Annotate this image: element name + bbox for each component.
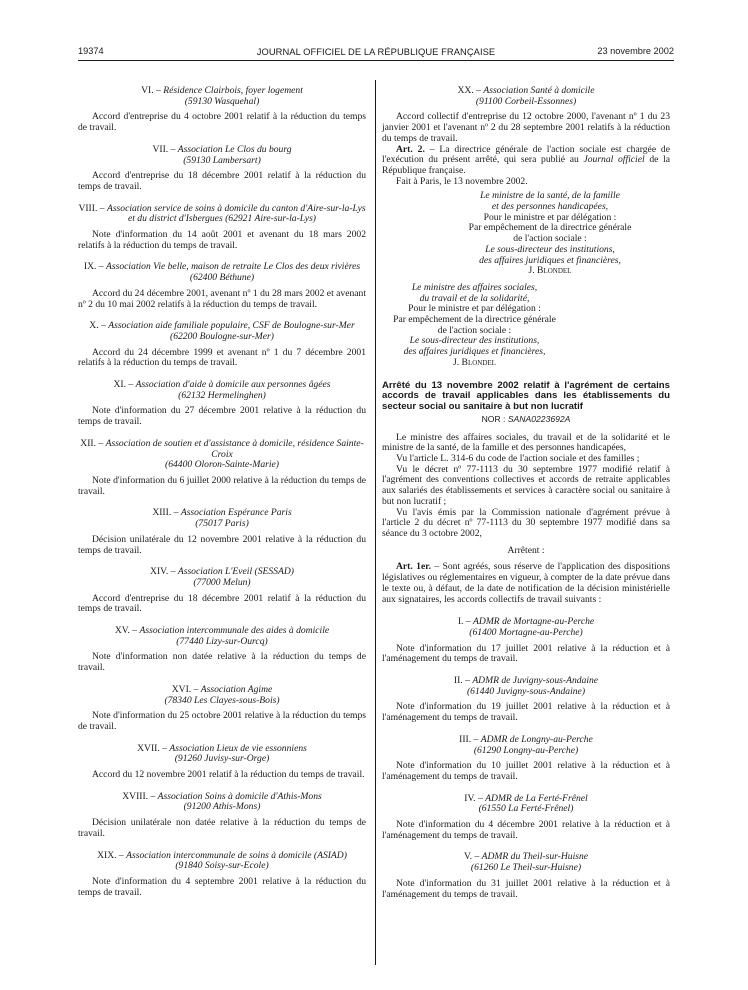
entry-text: Note d'information du 4 septembre 2001 relative à la réduction du temps de travail. xyxy=(78,875,366,898)
entry-xi xyxy=(78,380,366,428)
issue-date: 23 novembre 2002 xyxy=(597,46,674,56)
entry-title: I. – ADMR de Mortagne-au-Perche xyxy=(457,616,595,628)
preamble-4: Vu l'avis émis par la Commission nationale d'agrément prévue à l'article 2 du décret nº 77-1113 du 30 septembre 1977 modifié dans sa séance du 3 octobre 2002, xyxy=(382,506,670,539)
entry-place: (62132 Hermelinghen) xyxy=(178,389,266,401)
arrete-heading: Arrêté du 13 novembre 2002 relatif à l'agrément de certains accords de travail applicables dans les établissements du secteur social ou sanitaire à but non lucratif xyxy=(382,379,670,413)
entry-text: Décision unilatérale du 12 novembre 2001 relative à la réduction du temps de travail. xyxy=(78,533,366,556)
entry-text: Accord d'entreprise du 4 octobre 2001 relatif à la réduction du temps de travail. xyxy=(78,111,366,134)
entry-text: Note d'information du 6 juillet 2000 relative à la réduction du temps de travail. xyxy=(78,474,366,497)
entry-title: VII. – Association Le Clos du bourg xyxy=(152,143,292,155)
entry-viii xyxy=(78,204,366,252)
entry-xiii xyxy=(78,508,366,556)
entry-xv xyxy=(78,626,366,674)
arretent: Arrêtent : xyxy=(507,544,545,556)
entry-xix xyxy=(78,851,366,899)
page-number: 19374 xyxy=(78,46,104,56)
entry-title: XVI. – Association Agime xyxy=(171,683,273,695)
entry-xvi xyxy=(78,685,366,733)
entry-title: XX. – Association Santé à domicile xyxy=(457,85,595,96)
signature-block-2: Le ministre des affaires sociales, du travail et de la solidarité, Pour le ministre et par délégation : Par empêchement de la directrice générale de l'action sociale : Le sous-directeur des institutions, des affaires juridiques et financières, J. Blondel xyxy=(382,283,567,369)
entry-place: (61400 Mortagne-au-Perche) xyxy=(469,626,583,638)
entry-title: XII. – Association de soutien et d'assistance à domicile, résidence Sainte-Croix xyxy=(80,437,364,460)
entry-xii xyxy=(78,439,366,498)
entry-title: V. – ADMR du Theil-sur-Huisne xyxy=(463,851,589,863)
entry-xiv xyxy=(78,567,366,615)
signatory-name: J. Blondel xyxy=(528,265,572,277)
signed-date: Fait à Paris, le 13 novembre 2002. xyxy=(396,175,528,187)
left-column xyxy=(78,86,366,898)
entry-title: XV. – Association intercommunale des aides à domicile xyxy=(114,625,330,637)
entry-admr-iii xyxy=(382,735,670,783)
right-column xyxy=(382,86,670,900)
preamble-2: Vu l'article L. 314-6 du code de l'action sociale et des familles ; xyxy=(396,453,640,465)
nor-reference: NOR : SANA0223692A xyxy=(481,413,571,424)
entry-place: (59130 Lambersart) xyxy=(183,154,261,166)
entry-text: Note d'information du 4 décembre 2001 relative à la réduction et à l'aménagement du temps de travail. xyxy=(382,819,670,841)
entry-admr-i xyxy=(382,617,670,665)
entry-place: (61260 Le Theil-sur-Huisne) xyxy=(470,862,582,874)
entry-title: III. – ADMR de Longny-au-Perche xyxy=(459,733,593,745)
entry-place: (77000 Melun) xyxy=(193,576,251,588)
entry-text: Accord du 24 décembre 1999 et avenant nº 1 du 7 décembre 2001 relatifs à la réduction du temps de travail. xyxy=(78,346,366,369)
entry-text: Accord d'entreprise du 18 décembre 2001 relatif à la réduction du temps de travail. xyxy=(78,170,366,192)
preamble-3: Vu le décret nº 77-1113 du 30 septembre 1977 modifié relatif à l'agrément des conventions collectives et accords de retraite applicables aux salariés des établissements et services à caractère social ou sanitaire à but non lucratif ; xyxy=(382,463,670,507)
entry-title: IV. – ADMR de La Ferté-Frênel xyxy=(464,792,588,804)
entry-place: (91200 Athis-Mons) xyxy=(183,801,261,813)
entry-text: Note d'information non datée relative à la réduction du temps de travail. xyxy=(78,651,366,674)
entry-title: XVII. – Association Lieux de vie essonniens xyxy=(137,742,307,754)
entry-place: (77440 Lizy-sur-Ourcq) xyxy=(176,635,268,647)
entry-text: Accord du 12 novembre 2001 relatif à la réduction du temps de travail. xyxy=(92,769,365,781)
entry-place: (61290 Longny-au-Perche) xyxy=(473,744,579,756)
article-2: Art. 2. – La directrice générale de l'action sociale est chargée de l'exécution du présent arrêté, qui sera publié au Journal officiel de la République française. xyxy=(382,143,671,176)
column-divider xyxy=(375,80,376,965)
entry-place: (62200 Boulogne-sur-Mer) xyxy=(170,330,274,342)
entry-admr-v xyxy=(382,852,670,900)
entry-xx xyxy=(382,86,670,145)
page-header xyxy=(78,46,674,60)
entry-text: Note d'information du 27 décembre 2001 relative à la réduction du temps de travail. xyxy=(78,405,366,428)
entry-text: Accord collectif d'entreprise du 12 octobre 2000, l'avenant nº 1 du 23 janvier 2001 et l'avenant nº 2 du 28 septembre 2001 relatifs à la réduction du temps de travail. xyxy=(382,111,670,144)
entry-place: (91260 Juvisy-sur-Orge) xyxy=(174,753,270,765)
entry-text: Note d'information du 10 juillet 2001 relative à la réduction et à l'aménagement du temps de travail. xyxy=(382,760,670,782)
entry-admr-ii xyxy=(382,676,670,724)
entry-x xyxy=(78,321,366,369)
entry-text: Note d'information du 17 juillet 2001 relative à la réduction et à l'aménagement du temps de travail. xyxy=(382,642,670,665)
entry-text: Accord du 24 décembre 2001, avenant nº 1 du 28 mars 2002 et avenant nº 2 du 10 mai 2002 relatifs à la réduction du temps de travail. xyxy=(78,287,366,310)
article-1: Art. 1er. – Sont agréés, sous réserve de l'application des dispositions législatives ou réglementaires en vigueur, à compter de la date prévue dans le texte ou, à défaut, de la date de notification de la décision ministérielle aux signataires, les accords collectifs de travail suivants : xyxy=(382,561,670,605)
entry-text: Note d'information du 19 juillet 2001 relative à la réduction et à l'aménagement du temps de travail. xyxy=(382,701,670,724)
entry-admr-iv xyxy=(382,794,670,842)
entry-place: (78340 Les Clayes-sous-Bois) xyxy=(164,694,280,706)
entry-title: VIII. – Association service de soins à domicile du canton d'Aire-sur-la-Lys et du district d'Isbergues (62921 Aire-sur-la-Lys) xyxy=(78,202,366,225)
entry-title: XIX. – Association intercommunale de soins à domicile (ASIAD) xyxy=(97,849,347,861)
entry-title: XIII. – Association Espérance Paris xyxy=(152,507,292,519)
signature-block-1: Le ministre de la santé, de la famille et des personnes handicapées, Pour le ministre et par délégation : Par empêchement de la directrice générale de l'action sociale : Le sous-directeur des institutions, des affaires juridiques et financières, J. Blondel xyxy=(382,191,670,277)
entry-place: (91100 Corbeil-Essonnes) xyxy=(475,95,577,107)
entry-vii xyxy=(78,145,366,193)
entry-xviii xyxy=(78,792,366,840)
entry-text: Note d'information du 14 août 2001 et avenant du 18 mars 2002 relatifs à la réduction du temps de travail. xyxy=(78,229,366,251)
entry-place: (91840 Soisy-sur-Ecole) xyxy=(175,860,269,872)
entry-place: (61550 La Ferté-Frênel) xyxy=(478,803,574,815)
journal-title: JOURNAL OFFICIEL DE LA RÉPUBLIQUE FRANÇAISE xyxy=(256,46,496,57)
entry-title: II. – ADMR de Juvigny-sous-Andaine xyxy=(453,675,599,687)
entry-vi xyxy=(78,86,366,134)
entry-text: Accord d'entreprise du 18 décembre 2001 relatif à la réduction du temps de travail. xyxy=(78,592,366,615)
entry-title: XI. – Association d'aide à domicile aux personnes âgées xyxy=(113,379,331,391)
entry-text: Décision unilatérale non datée relative à la réduction du temps de travail. xyxy=(78,817,366,839)
entry-place: (64400 Oloron-Sainte-Marie) xyxy=(165,459,279,471)
header-rule xyxy=(78,60,674,61)
entry-ix xyxy=(78,262,366,310)
entry-place: (75017 Paris) xyxy=(195,518,249,530)
entry-title: VI. – Résidence Clairbois, foyer logement xyxy=(141,85,303,96)
preamble-1: Le ministre des affaires sociales, du travail et de la solidarité et le ministre de la santé, de la famille et des personnes handicapées, xyxy=(382,431,670,454)
entry-text: Note d'information du 31 juillet 2001 relative à la réduction et à l'aménagement du temps de travail. xyxy=(382,877,670,900)
entry-place: (61440 Juvigny-sous-Andaine) xyxy=(466,685,586,697)
entry-xvii xyxy=(78,744,366,781)
entry-title: IX. – Association Vie belle, maison de retraite Le Clos des deux rivières (62400 Béthune) xyxy=(83,261,361,284)
signatory-name: J. Blondel xyxy=(453,356,496,368)
entry-title: XVIII. – Association Soins à domicile d'Athis-Mons xyxy=(122,790,322,802)
entry-place: (59130 Wasquehal) xyxy=(184,95,260,107)
entry-title: XIV. – Association L'Eveil (SESSAD) xyxy=(150,566,294,578)
entry-title: X. – Association aide familiale populaire, CSF de Boulogne-sur-Mer xyxy=(89,320,355,332)
entry-text: Note d'information du 25 octobre 2001 relative à la réduction du temps de travail. xyxy=(78,710,366,732)
